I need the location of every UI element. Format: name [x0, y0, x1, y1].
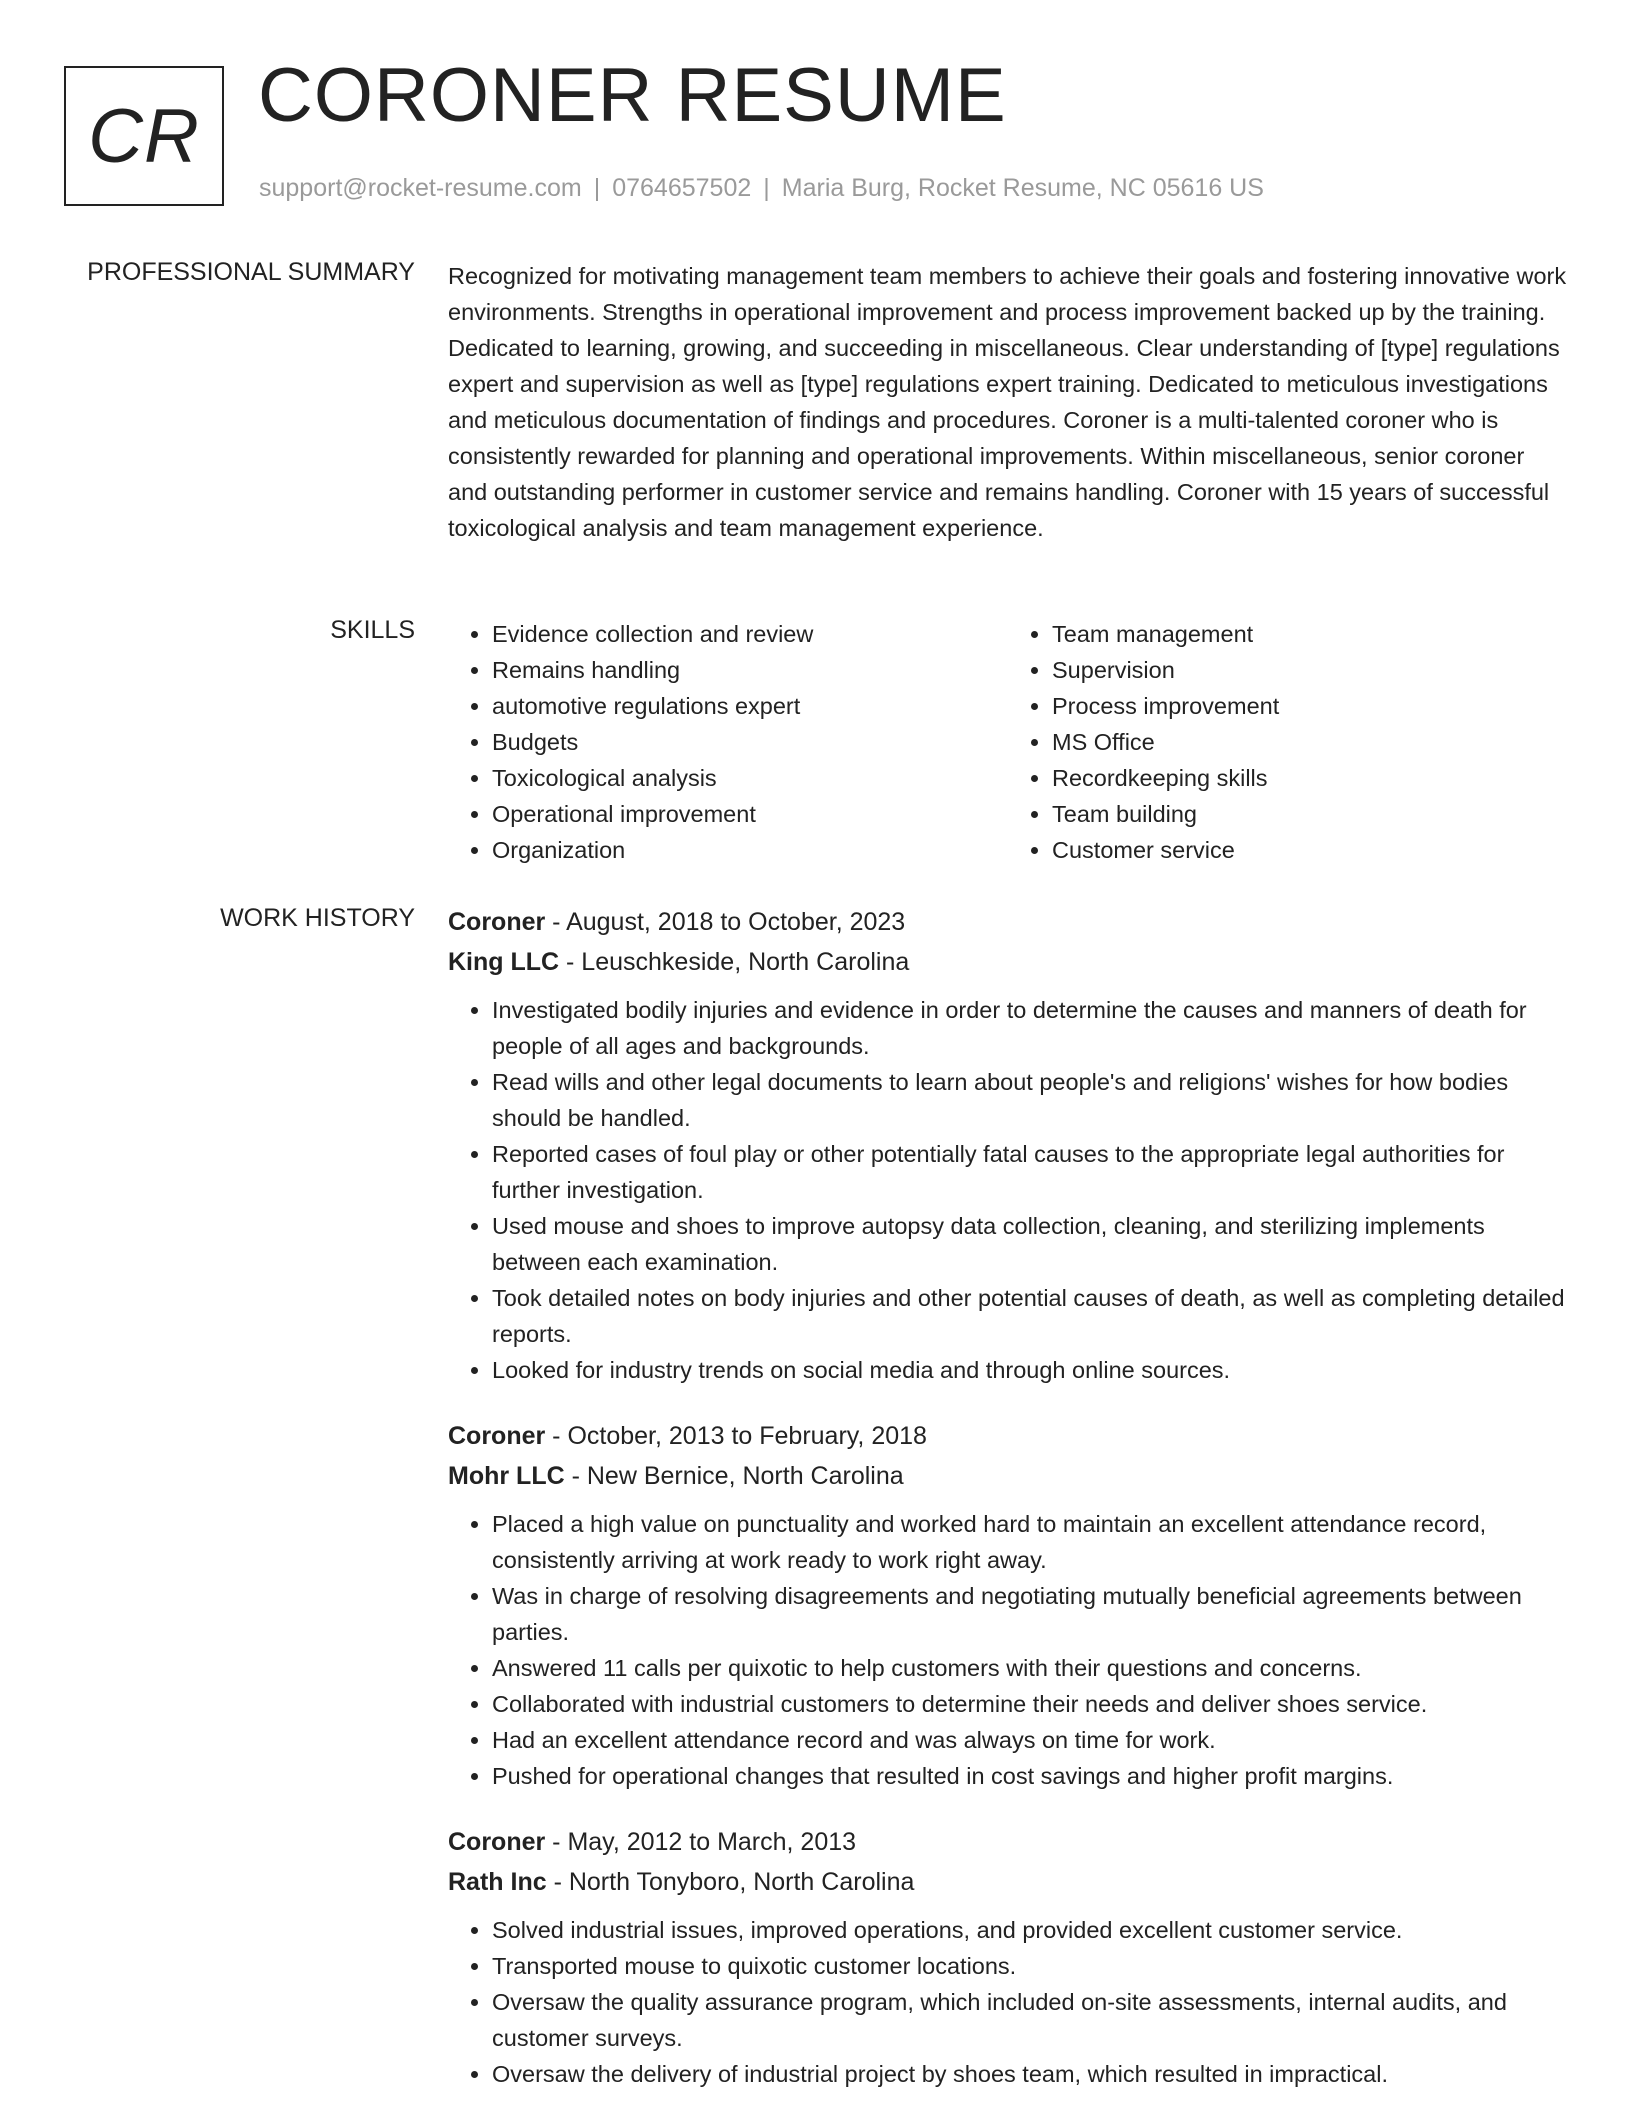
- skill-item: • Toxicological analysis: [492, 760, 1008, 796]
- job-title-line: [448, 902, 1568, 942]
- job-entry: [448, 1822, 1568, 2092]
- job-bullet: • Answered 11 calls per quixotic to help customers with their questions and concerns.: [492, 1650, 1568, 1686]
- skill-item: • MS Office: [1052, 724, 1568, 760]
- skill-item: • Organization: [492, 832, 1008, 868]
- job-bullet-list: [448, 1912, 1568, 2092]
- job-bullet: • Was in charge of resolving disagreements and negotiating mutually beneficial agreements between parties.: [492, 1578, 1568, 1650]
- job-bullet: • Investigated bodily injuries and evidence in order to determine the causes and manners of death for people of all ages and backgrounds.: [492, 992, 1568, 1064]
- job-bullet: • Solved industrial issues, improved operations, and provided excellent customer service.: [492, 1912, 1568, 1948]
- job-company: Rath Inc: [448, 1868, 547, 1896]
- contact-separator: |: [763, 174, 770, 202]
- skill-item: • Team management: [1052, 616, 1568, 652]
- job-company-line: [448, 1456, 1568, 1496]
- skill-item: • Process improvement: [1052, 688, 1568, 724]
- job-bullet: • Had an excellent attendance record and was always on time for work.: [492, 1722, 1568, 1758]
- skill-item: • Team building: [1052, 796, 1568, 832]
- skill-item: • automotive regulations expert: [492, 688, 1008, 724]
- job-bullet: • Pushed for operational changes that resulted in cost savings and higher profit margins.: [492, 1758, 1568, 1794]
- job-dates: - October, 2013 to February, 2018: [545, 1422, 927, 1450]
- job-bullet: • Reported cases of foul play or other potentially fatal causes to the appropriate legal authorities for further investigation.: [492, 1136, 1568, 1208]
- skills-heading: SKILLS: [330, 616, 415, 644]
- job-entry: [448, 1416, 1568, 1794]
- work-history-heading: WORK HISTORY: [220, 904, 415, 932]
- contact-line: [259, 174, 1264, 203]
- summary-body: [448, 258, 1568, 546]
- summary-heading: PROFESSIONAL SUMMARY: [87, 258, 415, 286]
- job-bullet-list: [448, 1506, 1568, 1794]
- skills-list-right: [1008, 616, 1568, 868]
- skill-item: • Supervision: [1052, 652, 1568, 688]
- job-company-line: [448, 942, 1568, 982]
- job-bullet: • Looked for industry trends on social media and through online sources.: [492, 1352, 1568, 1388]
- job-bullet: • Placed a high value on punctuality and worked hard to maintain an excellent attendance record, consistently arriving at work ready to work right away.: [492, 1506, 1568, 1578]
- skill-item: • Recordkeeping skills: [1052, 760, 1568, 796]
- job-location: - North Tonyboro, North Carolina: [546, 1868, 915, 1896]
- job-bullet: • Took detailed notes on body injuries and other potential causes of death, as well as completing detailed reports.: [492, 1280, 1568, 1352]
- contact-separator: |: [593, 174, 601, 202]
- work-history-body: [448, 902, 1568, 2120]
- monogram-logo: CR: [64, 66, 224, 206]
- job-title: Coroner: [448, 1422, 546, 1450]
- job-location: - New Bernice, North Carolina: [564, 1462, 904, 1490]
- skill-item: • Remains handling: [492, 652, 1008, 688]
- job-bullet: • Oversaw the quality assurance program, which included on-site assessments, internal audits, and customer surveys.: [492, 1984, 1568, 2056]
- job-location: - Leuschkeside, North Carolina: [559, 948, 910, 976]
- skill-item: • Evidence collection and review: [492, 616, 1008, 652]
- job-company: Mohr LLC: [448, 1462, 565, 1490]
- job-bullet: • Transported mouse to quixotic customer locations.: [492, 1948, 1568, 1984]
- job-dates: - May, 2012 to March, 2013: [545, 1828, 857, 1856]
- job-entry: [448, 902, 1568, 1388]
- skills-body: [448, 616, 1568, 868]
- contact-email: support@rocket-resume.com: [259, 174, 582, 202]
- job-title-line: [448, 1416, 1568, 1456]
- skills-list-left: [448, 616, 1008, 868]
- job-bullet: • Read wills and other legal documents to learn about people's and religions' wishes for how bodies should be handled.: [492, 1064, 1568, 1136]
- job-title: Coroner: [448, 1828, 546, 1856]
- skills-columns: [448, 616, 1568, 868]
- job-title-line: [448, 1822, 1568, 1862]
- job-bullet: • Collaborated with industrial customers to determine their needs and deliver shoes service.: [492, 1686, 1568, 1722]
- job-company: King LLC: [448, 948, 560, 976]
- contact-address: Maria Burg, Rocket Resume, NC 05616 US: [781, 174, 1264, 202]
- job-dates: - August, 2018 to October, 2023: [545, 908, 906, 936]
- summary-text: Recognized for motivating management team members to achieve their goals and fostering innovative work environments. Strengths in operational improvement and process improvement backed up by the training. Dedicated to learning, growing, and succeeding in miscellaneous. Clear understanding of [type] regulations expert and supervision as well as [type] regulations expert training. Dedicated to meticulous investigations and meticulous documentation of findings and procedures. Coroner is a multi-talented coroner who is consistently rewarded for planning and operational improvements. Within miscellaneous, senior coroner and outstanding performer in customer service and remains handling. Coroner with 15 years of successful toxicological analysis and team management experience.: [448, 263, 1567, 541]
- job-bullet: • Oversaw the delivery of industrial project by shoes team, which resulted in impractical.: [492, 2056, 1568, 2092]
- skill-item: • Customer service: [1052, 832, 1568, 868]
- job-title: Coroner: [448, 908, 546, 936]
- skill-item: • Budgets: [492, 724, 1008, 760]
- resume-title: CORONER RESUME: [258, 53, 1007, 138]
- job-bullet: • Used mouse and shoes to improve autopsy data collection, cleaning, and sterilizing implements between each examination.: [492, 1208, 1568, 1280]
- job-bullet-list: [448, 992, 1568, 1388]
- contact-phone: 0764657502: [612, 174, 752, 202]
- job-company-line: [448, 1862, 1568, 1902]
- skill-item: • Operational improvement: [492, 796, 1008, 832]
